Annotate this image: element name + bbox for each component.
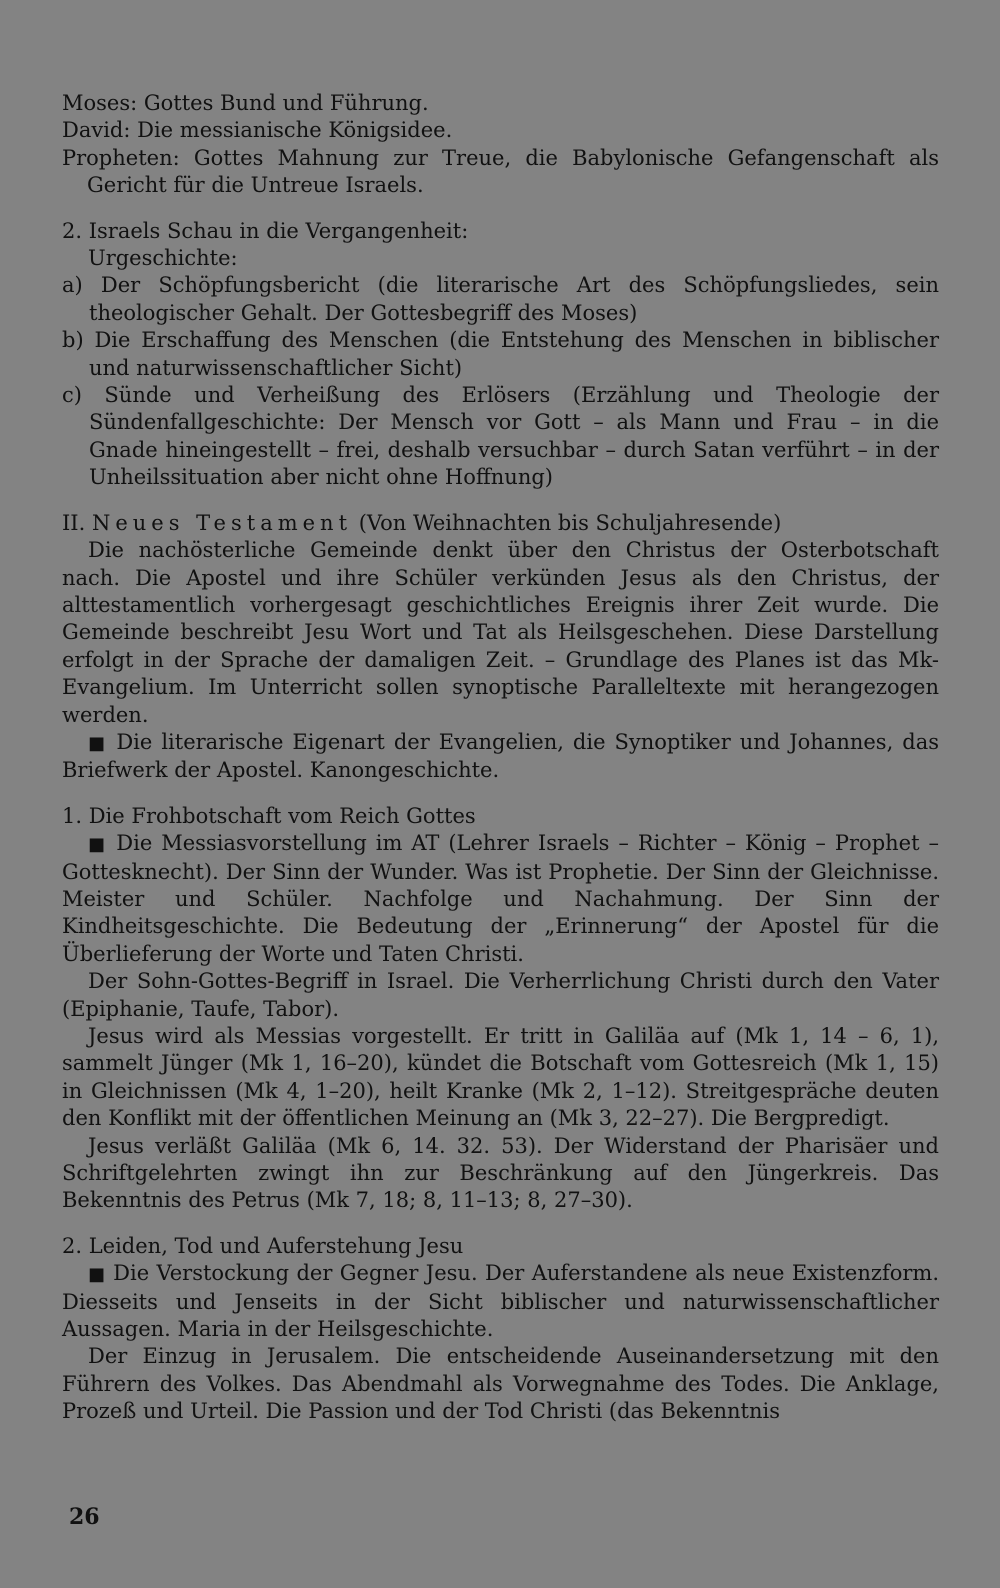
section-title: Neues Testament	[91, 510, 353, 535]
section-heading: 2. Israels Schau in die Vergangenheit:	[62, 218, 469, 243]
text-line: Propheten: Gottes Mahnung zur Treue, die Babylonische Gefangenschaft als Gericht für die Untreue Israels.	[62, 145, 939, 198]
paragraph: Der Einzug in Jerusalem. Die entscheidende Auseinandersetzung mit den Führern des Volkes. Das Abendmahl als Vorwegnahme des Todes. Die Anklage, Prozeß und Urteil. Die Passion und der Tod Christi (das Bekenntnis	[62, 1344, 939, 1424]
bullet-paragraph: ■ Die Verstockung der Gegner Jesu. Der Auferstandene als neue Existenzform. Diesseits und Jenseits in der Sicht biblischer und naturwissenschaftlicher Aussagen. Maria in der Heilsgeschichte.	[62, 1261, 939, 1342]
section-period: (Von Weihnachten bis Schuljahresende)	[358, 510, 782, 535]
square-bullet-icon: ■	[88, 732, 108, 754]
section-number: II.	[62, 510, 86, 535]
page-number: 26	[69, 1504, 100, 1530]
bullet-paragraph: ■ Die literarische Eigenart der Evangelien, die Synoptiker und Johannes, das Briefwerk der Apostel. Kanongeschichte.	[62, 729, 939, 783]
bullet-paragraph: ■ Die Messiasvorstellung im AT (Lehrer Israels – Richter – König – Prophet – Gottesknecht). Der Sinn der Wunder. Was ist Prophetie. Der Sinn der Gleichnisse. Meister und Schüler. Nachfolge und Nachahmung. Der Sinn der Kindheitsgeschichte. Die Bedeutung der „Erinnerung“ der Apostel für die Überlieferung der Worte und Taten Christi.	[62, 831, 939, 966]
list-item: c) Sünde und Verheißung des Erlösers (Erzählung und Theologie der Sündenfallgeschichte: Der Mensch vor Gott – als Mann und Frau – in die Gnade hineingestellt – frei, deshalb versuchbar – durch Satan verführt – in der Unheilssituation aber nicht ohne Hoffnung)	[62, 383, 939, 490]
section-heading-nt	[62, 510, 939, 537]
paragraph: Die nachösterliche Gemeinde denkt über den Christus der Osterbotschaft nach. Die Apostel und ihre Schüler verkünden Jesus als den Christus, der alttestamentlich vorhergesagt geschichtliches Ereignis ihrer Zeit wurde. Die Gemeinde beschreibt Jesu Wort und Tat als Heilsgeschehen. Diese Darstellung erfolgt in der Sprache der damaligen Zeit. – Grundlage des Planes ist das Mk-Evangelium. Im Unterricht sollen synoptische Paralleltexte mit herangezogen werden.	[62, 538, 939, 727]
section-heading: 2. Leiden, Tod und Auferstehung Jesu	[62, 1233, 464, 1258]
section-heading: 1. Die Frohbotschaft vom Reich Gottes	[62, 803, 476, 828]
text-line: Moses: Gottes Bund und Führung.	[62, 91, 429, 115]
text-line: David: Die messianische Königsidee.	[62, 118, 453, 143]
square-bullet-icon: ■	[88, 834, 108, 856]
paragraph: Jesus wird als Messias vorgestellt. Er tritt in Galiläa auf (Mk 1, 14 – 6, 1), sammelt Jünger (Mk 1, 16–20), kündet die Botschaft vom Gottesreich (Mk 1, 15) in Gleichnissen (Mk 4, 1–20), heilt Kranke (Mk 2, 1–12). Streitgespräche deuten den Konflikt mit der öffentlichen Meinung an (Mk 3, 22–27). Die Bergpredigt.	[62, 1024, 939, 1131]
subheading: Urgeschichte:	[88, 246, 238, 271]
paragraph: Der Sohn-Gottes-Begriff in Israel. Die Verherrlichung Christi durch den Vater (Epiphanie, Taufe, Tabor).	[62, 969, 939, 1021]
square-bullet-icon: ■	[88, 1264, 106, 1286]
page-body	[62, 90, 939, 1426]
list-item: a) Der Schöpfungsbericht (die literarische Art des Schöpfungsliedes, sein theologischer Gehalt. Der Gottesbegriff des Moses)	[62, 273, 939, 325]
list-item: b) Die Erschaffung des Menschen (die Entstehung des Menschen in biblischer und naturwissenschaftlicher Sicht)	[62, 328, 939, 380]
paragraph: Jesus verläßt Galiläa (Mk 6, 14. 32. 53). Der Widerstand der Pharisäer und Schriftgelehrten zwingt ihn zur Beschränkung auf den Jüngerkreis. Das Bekenntnis des Petrus (Mk 7, 18; 8, 11–13; 8, 27–30).	[62, 1133, 939, 1213]
